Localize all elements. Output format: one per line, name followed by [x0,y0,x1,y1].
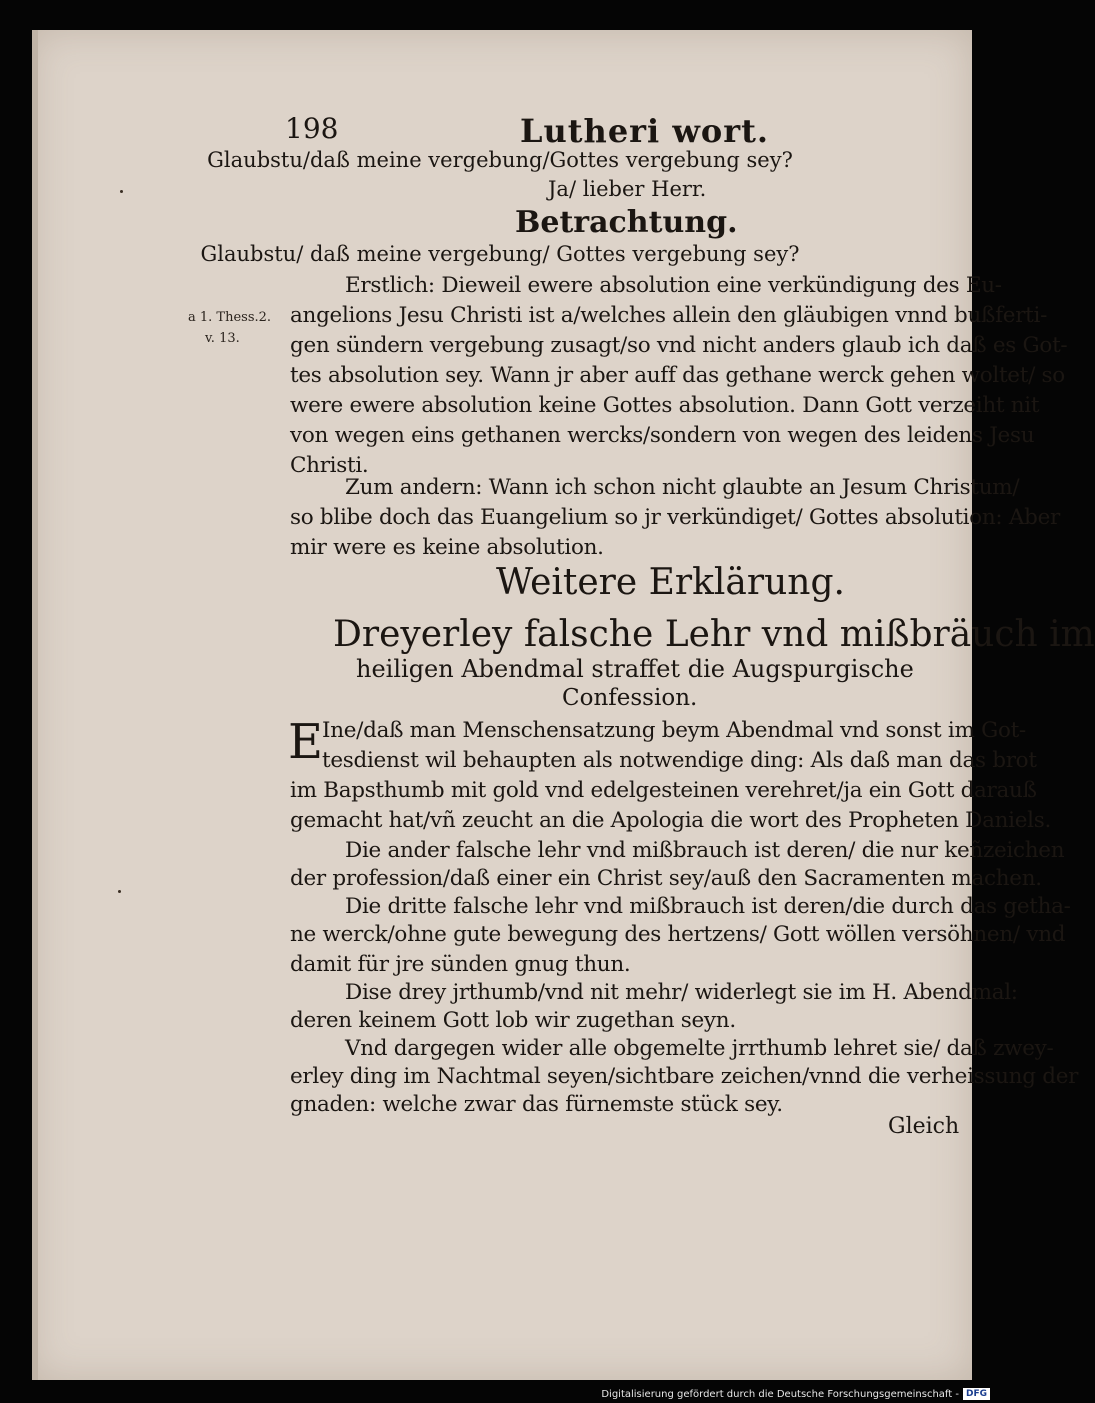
text-line: were ewere absolution keine Gottes absolution. Dann Gott verzeiht nit [290,393,1040,418]
answer-line: Ja/ lieber Herr. [548,177,707,201]
running-head: Lutheri wort. [520,112,769,150]
text-line: von wegen eins gethanen wercks/sondern von wegen des leidens Jesu [290,423,1035,448]
section-subheading: Glaubstu/ daß meine vergebung/ Gottes vergebung sey? [200,242,800,266]
text-line: tes absolution sey. Wann jr aber auff das gethane werck gehen woltet/ so [290,363,1065,388]
dfg-logo-icon: DFG [963,1388,990,1400]
text-line: der profession/daß einer ein Christ sey/auß den Sacramenten machen. [290,866,1042,891]
footer-text: Digitalisierung gefördert durch die Deutsche Forschungsgemeinschaft - [601,1388,959,1400]
text-line: im Bapsthumb mit gold vnd edelgesteinen verehret/ja ein Gott darauß [290,778,1037,803]
text-line: Die dritte falsche lehr vnd mißbrauch ist deren/die durch das getha- [345,894,1071,919]
question-line: Glaubstu/daß meine vergebung/Gottes vergebung sey? [207,148,793,172]
text-line: damit für jre sünden gnug thun. [290,952,631,977]
text-line: gemacht hat/vñ zeucht an die Apologia die wort des Propheten Daniels. [290,808,1051,833]
section-subheading-line: Dreyerley falsche Lehr vnd mißbräuch im [333,614,1095,655]
text-line: Vnd dargegen wider alle obgemelte jrrthumb lehret sie/ daß zwey- [345,1036,1054,1061]
text-line: Dise drey jrthumb/vnd nit mehr/ widerlegt sie im H. Abendmal: [345,980,1018,1005]
text-line: Die ander falsche lehr vnd mißbrauch ist deren/ die nur keñzeichen [345,838,1065,863]
margin-note-verse: v. 13. [205,331,240,346]
text-line: so blibe doch das Euangelium so jr verkündiget/ Gottes absolution: Aber [290,505,1060,530]
text-line: erley ding im Nachtmal seyen/sichtbare zeichen/vnnd die verheissung der [290,1064,1079,1089]
text-line: gen sündern vergebung zusagt/so vnd nicht anders glaub ich daß es Got- [290,333,1068,358]
text-line: angelions Jesu Christi ist a/welches allein den gläubigen vnnd bußferti- [290,303,1048,328]
text-line: deren keinem Gott lob wir zugethan seyn. [290,1008,736,1033]
page-number: 198 [285,112,339,145]
text-line: tesdienst wil behaupten als notwendige ding: Als daß man das brot [322,748,1037,773]
margin-note-reference: a 1. Thess.2. [188,310,272,325]
text-line: Christi. [290,453,369,478]
paper-speck [120,190,123,193]
text-line: mir were es keine absolution. [290,535,604,560]
section-subheading-line: heiligen Abendmal straffet die Augspurgische [356,655,914,683]
text-line: Erstlich: Dieweil ewere absolution eine verkündigung des Eu- [345,273,1002,298]
text-line: ne werck/ohne gute bewegung des hertzens/ Gott wöllen versöhnen/ vnd [290,922,1066,947]
catchword: Gleich [888,1114,960,1139]
paper-speck [118,890,121,893]
section-subheading-line: Confession. [562,685,698,711]
section-heading-betrachtung: Betrachtung. [515,205,738,240]
page-edge [32,30,38,1380]
book-page [32,30,1079,1380]
text-line: Zum andern: Wann ich schon nicht glaubte an Jesum Christum/ [345,475,1020,500]
text-line: gnaden: welche zwar das fürnemste stück sey. [290,1092,783,1117]
footer-credit [601,1385,990,1403]
section-heading-erklaerung: Weitere Erklärung. [496,562,845,603]
text-line: Ine/daß man Menschensatzung beym Abendmal vnd sonst im Got- [322,718,1026,743]
drop-cap: E [288,714,324,770]
